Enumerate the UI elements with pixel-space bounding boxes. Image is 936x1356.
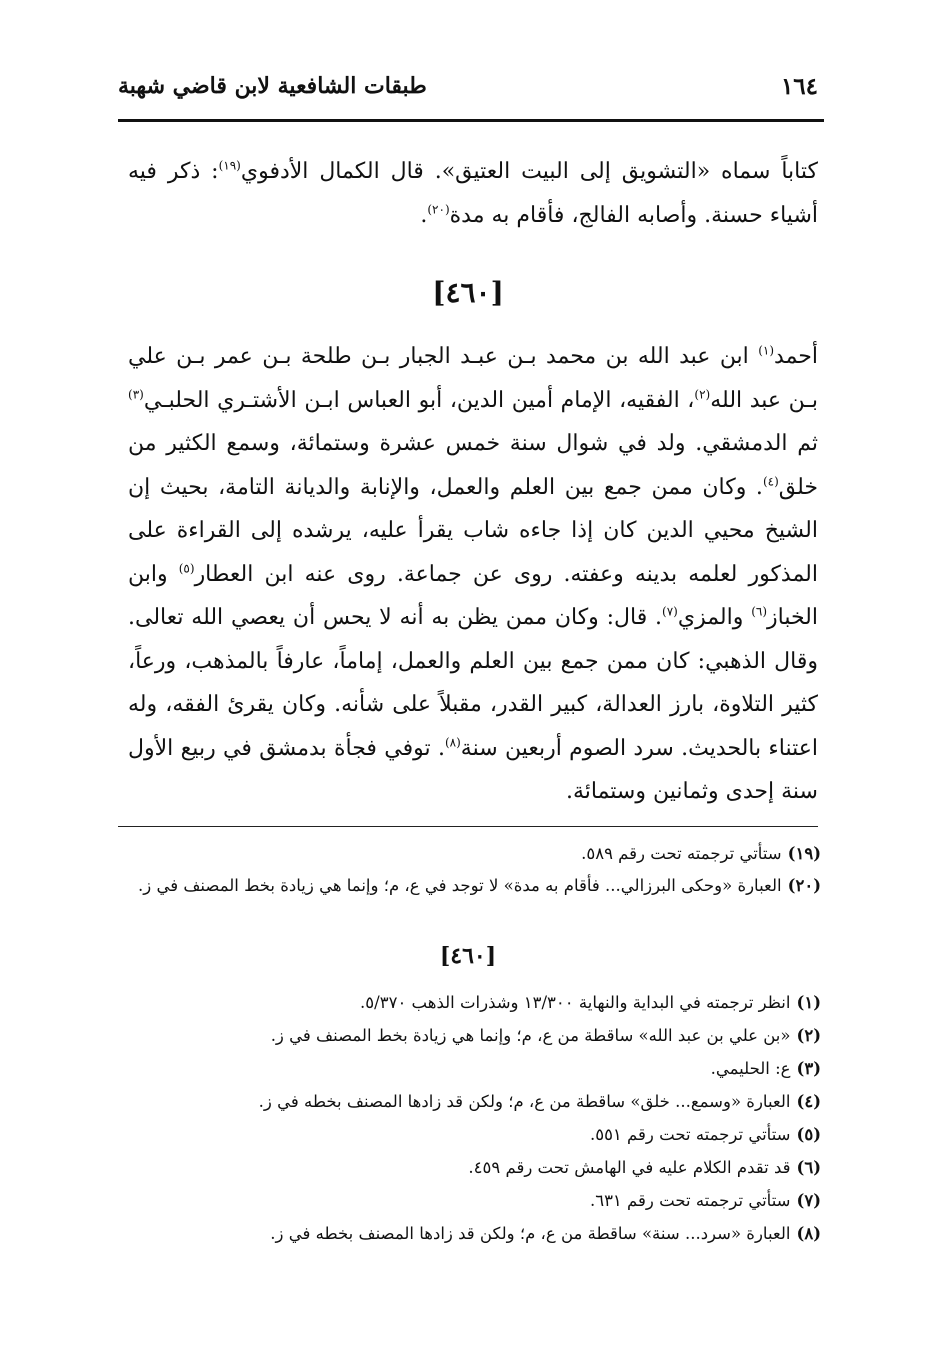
footnote-text: انظر ترجمته في البداية والنهاية ١٣/٣٠٠ وشذرات الذهب ٥/٣٧٠. bbox=[360, 993, 791, 1012]
book-title: طبقات الشافعية لابن قاضي شهبة bbox=[118, 73, 427, 99]
biography-text: أحمد$^{(١)}$ ابن عبد الله بن محمد بـن عبـد الجبار بـن طلحة بـن عمر بـن علي بـن عبد الله$^{(٢)}$، الفقيه، الإمام أمين الدين، أبو العباس ابـن الأشتـري الحلبـي$^{(٣)}$ ثم الدمشقي. ولد في شوال سنة خمس عشرة وستمائة، وسمع الكثير من خلق$^{(٤)}$. وكان ممن جمع بين العلم والعمل، والإنابة والديانة التامة، بحيث إن الشيخ محيي الدين كان إذا جاءه شاب يقرأ عليه، يرشده إلى القراءة على المذكور لعلمه بدينه وعفته. روى عن جماعة. روى عنه ابن العطار$^{(٥)}$ وابن الخباز$^{(٦)}$ والمزي$^{(٧)}$. قال: وكان ممن يظن به أنه لا يحس أن يعصي الله تعالى. وقال الذهبي: كان ممن جمع بين العلم والعمل، إماماً، عارفاً بالمذهب، ورعاً، كثير التلاوة، بارز العدالة، كبير القدر، مقبلاً على شأنه. وكان يقرئ الفقه، وله اعتناء بالحديث. سرد الصوم أربعين سنة$^{(٨)}$. توفي فجأة بدمشق في ربيع الأول سنة إحدى وثمانين وستمائة. bbox=[128, 343, 818, 804]
footnote-ref: (٤) bbox=[762, 474, 779, 489]
footnote-number: (٣) bbox=[796, 1059, 821, 1078]
footnote-ref: (٧) bbox=[662, 604, 678, 619]
footnote-number: (١٩) bbox=[787, 844, 821, 863]
footnote-rule bbox=[118, 826, 818, 827]
footnote-number: (٨) bbox=[796, 1224, 821, 1243]
running-head bbox=[118, 66, 818, 106]
footnote-number: (٧) bbox=[796, 1191, 821, 1210]
footnote-ref: (٢٠) bbox=[427, 202, 450, 217]
footnote-text: ستأتي ترجمته تحت رقم ٥٥١. bbox=[589, 1125, 791, 1144]
footnote-ref: (٢) bbox=[694, 387, 711, 402]
footnote bbox=[128, 870, 821, 902]
footnotes-entry bbox=[128, 986, 821, 1250]
entry-heading: [٤٦٠] bbox=[432, 276, 504, 309]
footnote-ref: (١٩) bbox=[218, 158, 241, 173]
footnote bbox=[128, 1085, 821, 1118]
footnote-ref: (٨) bbox=[444, 735, 461, 750]
footnote bbox=[128, 1052, 821, 1085]
footnote-number: (٦) bbox=[796, 1158, 821, 1177]
footnote-ref: (٣) bbox=[128, 387, 144, 402]
header-rule bbox=[118, 119, 824, 122]
footnote bbox=[128, 986, 821, 1019]
footnote-number: (٥) bbox=[796, 1125, 821, 1144]
biography-entry bbox=[128, 335, 818, 814]
footnote bbox=[128, 1151, 821, 1184]
footnote-ref: (٥) bbox=[178, 561, 195, 576]
footnote bbox=[128, 1184, 821, 1217]
footnote-text: ع: الحليمي. bbox=[710, 1059, 791, 1078]
footnote-text: ستأتي ترجمته تحت رقم ٦٣١. bbox=[589, 1191, 791, 1210]
footnote bbox=[128, 838, 821, 870]
continued-paragraph bbox=[128, 150, 818, 237]
footnote-text: العبارة «سرد... سنة» ساقطة من ع، م؛ ولكن قد زادها المصنف بخطه في ز. bbox=[270, 1224, 791, 1243]
footnote-ref: (١) bbox=[758, 343, 775, 358]
footnote-number: (١) bbox=[796, 993, 821, 1012]
footnote-number: (٤) bbox=[796, 1092, 821, 1111]
footnote-number: (٢٠) bbox=[787, 876, 821, 895]
footnote-text: ستأتي ترجمته تحت رقم ٥٨٩. bbox=[581, 844, 782, 863]
footnote bbox=[128, 1019, 821, 1052]
footnote-number: (٢) bbox=[796, 1026, 821, 1045]
footnote bbox=[128, 1217, 821, 1250]
footnotes-entry-heading: [٤٦٠] bbox=[439, 943, 497, 969]
footnote-ref: (٦) bbox=[751, 604, 768, 619]
footnote bbox=[128, 1118, 821, 1151]
footnote-text: العبارة «وسمع... خلق» ساقطة من ع، م؛ ولكن قد زادها المصنف بخطه في ز. bbox=[258, 1092, 791, 1111]
continued-text: كتاباً سماه «التشويق إلى البيت العتيق». قال الكمال الأدفوي$^{(١٩)}$: ذكر فيه أشياء حسنة. وأصابه الفالج، فأقام به مدة$^{(٢٠)}$. bbox=[128, 158, 818, 228]
footnote-text: قد تقدم الكلام عليه في الهامش تحت رقم ٤٥٩. bbox=[468, 1158, 791, 1177]
footnote-text: «بن علي بن عبد الله» ساقطة من ع، م؛ وإنما هي زيادة بخط المصنف في ز. bbox=[270, 1026, 791, 1045]
footnote-text: العبارة «وحكى البرزالي... فأقام به مدة» لا توجد في ع، م؛ وإنما هي زيادة بخط المصنف في ز. bbox=[137, 876, 782, 895]
footnotes-previous bbox=[128, 838, 821, 902]
page-number: ١٦٤ bbox=[780, 72, 818, 100]
